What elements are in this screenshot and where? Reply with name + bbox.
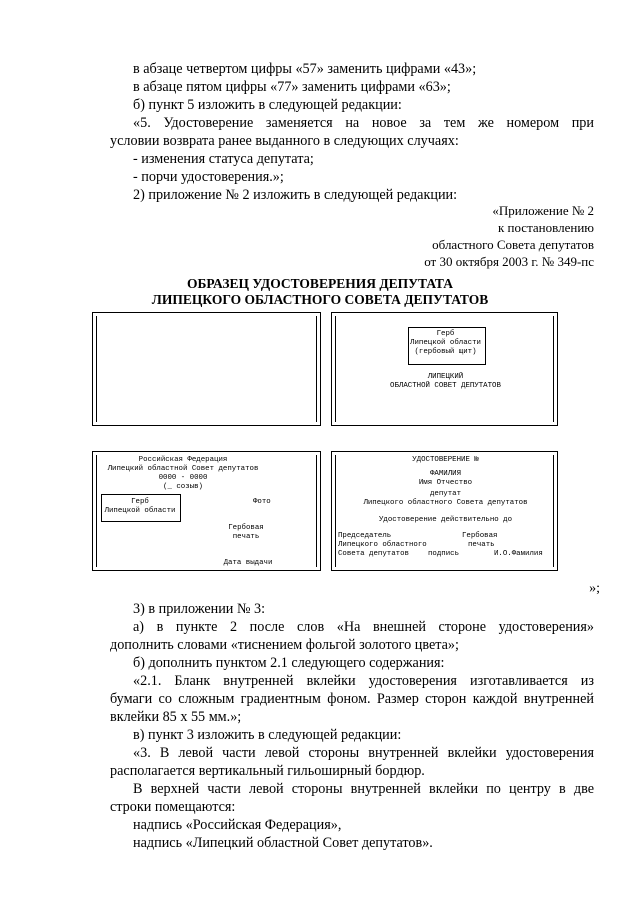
paragraph: 3) в приложении № 3:: [133, 601, 266, 617]
org-name: ЛИПЕЦКИЙ: [427, 373, 464, 381]
signature-label: подпись: [428, 550, 460, 558]
paragraph: б) дополнить пунктом 2.1 следующего содержания:: [133, 655, 445, 671]
inner-right-panel: [331, 451, 558, 571]
appendix-header-line: областного Совета депутатов: [432, 237, 594, 252]
convocation: (_ созыв): [163, 483, 203, 491]
cover-left-panel: [92, 312, 321, 426]
seal-label: печать: [232, 533, 260, 541]
paragraph: «5. Удостоверение заменяется на новое за тем же номером при: [133, 115, 594, 131]
chairman-label: Липецкого областного: [338, 541, 427, 549]
paragraph: В верхней части левой стороны внутренней вклейки по центру в две: [133, 781, 594, 797]
council-name: Липецкого областного Совета депутатов: [363, 499, 528, 507]
paragraph: «3. В левой части левой стороны внутренней вклейки удостоверения: [133, 745, 594, 761]
validity-label: Удостоверение действительно до: [378, 516, 513, 524]
council-name: Липецкий областной Совет депутатов: [107, 465, 259, 473]
emblem-label: Герб: [436, 330, 455, 338]
paragraph: «2.1. Бланк внутренней вклейки удостоверения изготавливается из: [133, 673, 594, 689]
paragraph: 2) приложение № 2 изложить в следующей редакции:: [133, 187, 458, 203]
paragraph: а) в пункте 2 после слов «На внешней стороне удостоверения»: [133, 619, 594, 635]
appendix-header-line: «Приложение № 2: [492, 203, 594, 218]
emblem-label: Липецкой области: [410, 339, 481, 347]
paragraph: дополнить словами «тиснением фольгой золотого цвета»;: [110, 637, 459, 653]
chairman-name: И.О.Фамилия: [494, 550, 543, 558]
seal-label: Гербовая: [462, 532, 498, 540]
paragraph: строки помещаются:: [110, 799, 236, 815]
appendix-header-line: к постановлению: [497, 220, 594, 235]
paragraph: условии возврата ранее выданного в следующих случаях:: [110, 133, 459, 149]
paragraph: в абзаце четвертом цифры «57» заменить цифрами «43»;: [133, 61, 477, 77]
name-patronymic: Имя Отчество: [418, 479, 473, 487]
issue-date-label: Дата выдачи: [223, 559, 273, 567]
paragraph: надпись «Липецкий областной Совет депутатов».: [133, 835, 433, 851]
position: депутат: [429, 490, 462, 498]
surname: ФАМИЛИЯ: [429, 470, 462, 478]
paragraph: - изменения статуса депутата;: [133, 151, 314, 167]
paragraph: располагается вертикальный гильоширный бордюр.: [110, 763, 425, 779]
paragraph: надпись «Российская Федерация»,: [133, 817, 342, 833]
paragraph: б) пункт 5 изложить в следующей редакции:: [133, 97, 402, 113]
photo-placeholder: Фото: [253, 498, 271, 506]
sample-title: ЛИПЕЦКОГО ОБЛАСТНОГО СОВЕТА ДЕПУТАТОВ: [151, 292, 489, 307]
emblem-label: Липецкой области: [104, 507, 176, 515]
paragraph: в абзаце пятом цифры «77» заменить цифрами «63»;: [133, 79, 451, 95]
chairman-label: Совета депутатов: [338, 550, 409, 558]
quote-close: »;: [589, 581, 600, 596]
seal-label: Гербовая: [228, 524, 264, 532]
cover-right-panel: [331, 312, 558, 426]
emblem-label: Герб: [131, 498, 149, 506]
paragraph: - порчи удостоверения.»;: [133, 169, 284, 185]
paragraph: в) пункт 3 изложить в следующей редакции:: [133, 727, 402, 743]
convocation-years: 0000 - 0000: [158, 474, 208, 482]
paragraph: вклейки 85 х 55 мм.»;: [110, 709, 242, 725]
certificate-number: УДОСТОВЕРЕНИЕ №: [412, 456, 479, 464]
appendix-header-line: от 30 октября 2003 г. № 349-пс: [424, 254, 594, 269]
sample-title: ОБРАЗЕЦ УДОСТОВЕРЕНИЯ ДЕПУТАТА: [187, 276, 453, 291]
org-name: ОБЛАСТНОЙ СОВЕТ ДЕПУТАТОВ: [390, 382, 501, 390]
emblem-label: (гербовый щит): [414, 348, 477, 356]
paragraph: бумаги со сложным градиентным фоном. Размер сторон каждой внутренней: [110, 691, 594, 707]
chairman-label: Председатель: [338, 532, 392, 540]
seal-label: печать: [468, 541, 495, 549]
country-name: Российская Федерация: [138, 456, 228, 464]
inner-left-panel: [92, 451, 321, 571]
